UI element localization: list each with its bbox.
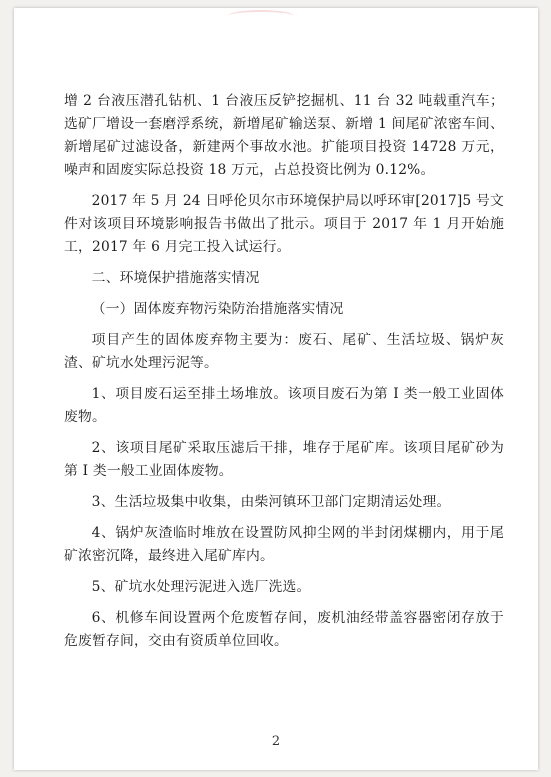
- document-body: [64, 90, 504, 661]
- list-item-boiler-ash: 4、锅炉灰渣临时堆放在设置防风抑尘网的半封闭煤棚内，用于尾矿浓密沉降，最终进入尾矿库内。: [64, 525, 504, 564]
- seal-bleed-mark: [228, 10, 294, 22]
- list-item-domestic-waste: 3、生活垃圾集中收集，由柴河镇环卫部门定期清运处理。: [91, 494, 451, 510]
- page-number: 2: [271, 734, 281, 749]
- solid-waste-intro: 项目产生的固体废弃物主要为：废石、尾矿、生活垃圾、锅炉灰渣、矿坑水处理污泥等。: [64, 332, 504, 371]
- document-page: [14, 8, 538, 770]
- paragraph-project-scope: 增 2 台液压潜孔钻机、1 台液压反铲挖掘机、11 台 32 吨载重汽车；选矿厂增设一套磨浮系统，新增尾矿输送泵、新增 1 间尾矿浓密车间、新增尾矿过滤设备，新建两个事故水池。扩能项目投资 14728 万元，噪声和固废实际总投资 18 万元，占总投资比例为 0.12%。: [64, 93, 504, 178]
- list-item-waste-rock: 1、项目废石运至排土场堆放。该项目废石为第 I 类一般工业固体废物。: [64, 386, 504, 425]
- list-item-hazardous-waste: 6、机修车间设置两个危废暂存间，废机油经带盖容器密闭存放于危废暂存间，交由有资质单位回收。: [64, 610, 504, 649]
- list-item-sludge: 5、矿坑水处理污泥进入选厂洗选。: [91, 579, 311, 595]
- list-item-tailings: 2、该项目尾矿采取压滤后干排，堆存于尾矿库。该项目尾矿砂为第 I 类一般工业固体废物。: [64, 440, 504, 479]
- subsection-heading: （一）固体废弃物污染防治措施落实情况: [91, 301, 344, 317]
- section-heading: 二、环境保护措施落实情况: [91, 270, 260, 286]
- paragraph-approval: 2017 年 5 月 24 日呼伦贝尔市环境保护局以呼环审[2017]5 号文件对该项目环境影响报告书做出了批示。项目于 2017 年 1 月开始施工，2017 年 6 月完工投入试运行。: [64, 193, 504, 255]
